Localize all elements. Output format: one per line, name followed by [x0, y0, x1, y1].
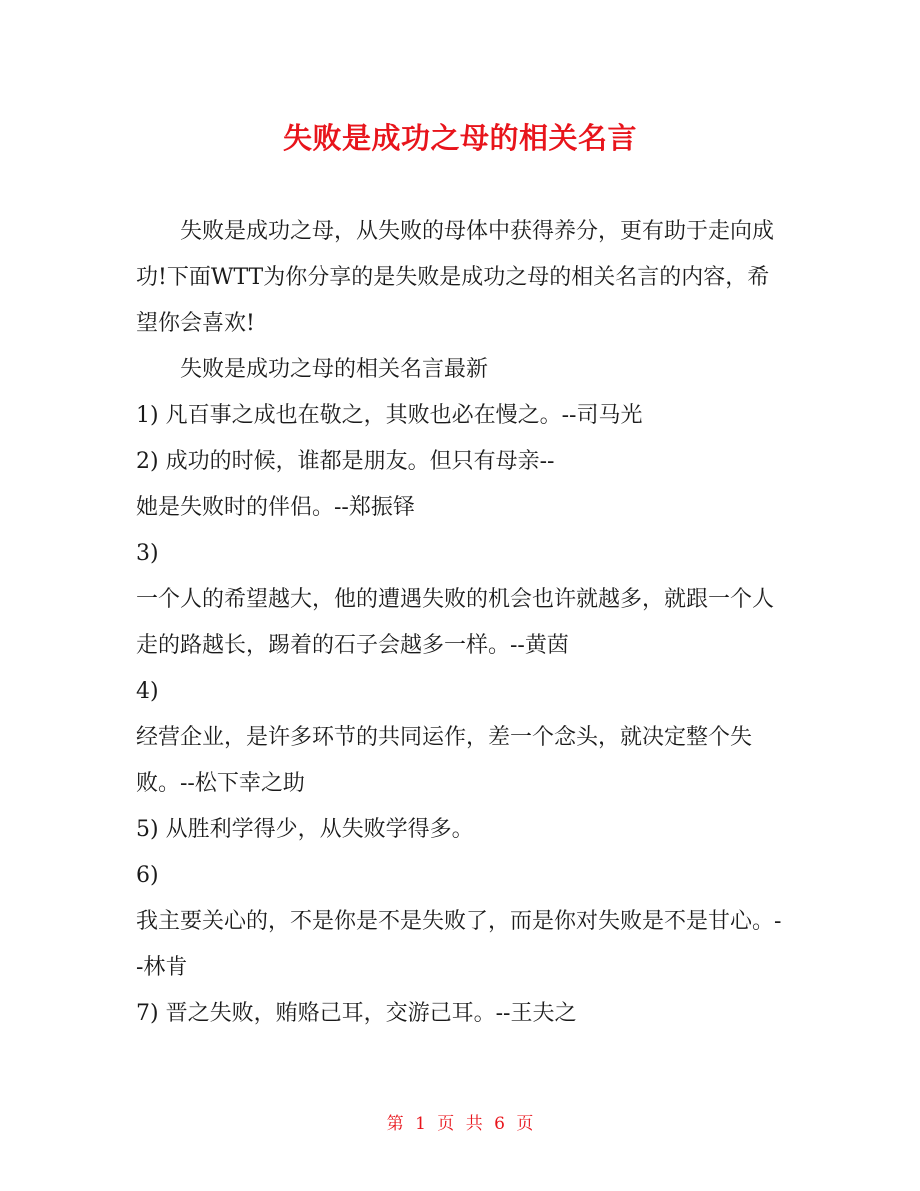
quote-1	[136, 393, 786, 439]
quote-2	[136, 439, 786, 485]
quote-3-continuation: 一个人的希望越大，他的遭遇失败的机会也许就越多，就跟一个人走的路越长，踢着的石子会越多一样。--黄茵	[136, 587, 775, 658]
quote-number: 7)	[136, 1001, 159, 1026]
quote-3	[136, 531, 786, 577]
quote-6	[136, 853, 786, 899]
document-body	[136, 209, 786, 1037]
quote-7	[136, 991, 786, 1037]
quote-text: 从胜利学得少，从失败学得多。	[165, 817, 474, 842]
quote-number: 1)	[136, 403, 159, 428]
quote-4	[136, 669, 786, 715]
quote-4-continuation: 经营企业，是许多环节的共同运作，差一个念头，就决定整个失败。--松下幸之助	[136, 725, 753, 796]
document-title: 失败是成功之母的相关名言	[282, 121, 637, 155]
section-heading: 失败是成功之母的相关名言最新	[180, 357, 489, 382]
intro-paragraph: 失败是成功之母，从失败的母体中获得养分，更有助于走向成功!下面WTT为你分享的是失败是成功之母的相关名言的内容，希望你会喜欢!	[136, 219, 775, 336]
quote-5	[136, 807, 786, 853]
quote-number: 6)	[136, 863, 159, 888]
quote-number: 5)	[136, 817, 159, 842]
quote-text: 晋之失败，贿赂己耳，交游己耳。--王夫之	[165, 1001, 577, 1026]
quote-number: 3)	[136, 541, 159, 566]
quote-text: 成功的时候，谁都是朋友。但只有母亲--	[165, 449, 555, 474]
quote-2-continuation: 她是失败时的伴侣。--郑振铎	[136, 495, 415, 520]
quote-number: 2)	[136, 449, 159, 474]
page-footer: 第 1 页 共 6 页	[386, 1114, 534, 1134]
quote-number: 4)	[136, 679, 159, 704]
quote-6-continuation: 我主要关心的，不是你是不是失败了，而是你对失败是不是甘心。--林肯	[136, 909, 782, 980]
quote-text: 凡百事之成也在敬之，其败也必在慢之。--司马光	[165, 403, 643, 428]
